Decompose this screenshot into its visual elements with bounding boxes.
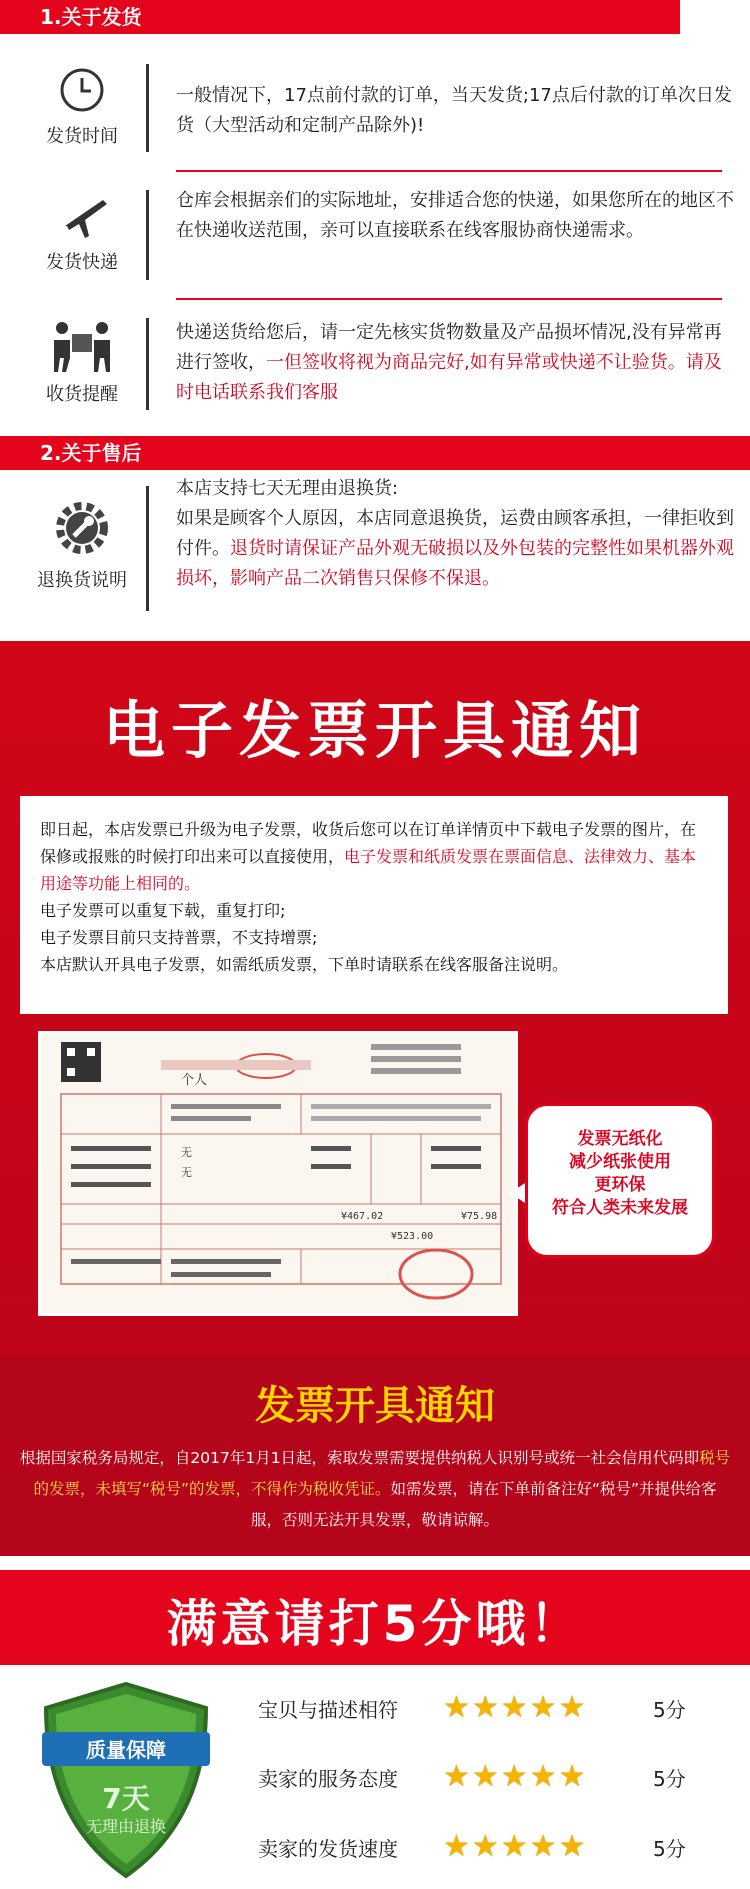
five-star-icons[interactable]: ★★★★★ — [443, 1759, 588, 1794]
invoice-illustration — [41, 1034, 515, 1313]
shipping-express-label: 发货快递 — [46, 252, 118, 273]
rating-row-shipping: 卖家的发货速度 ★★★★★ 5分 — [258, 1829, 686, 1864]
rating-row-service: 卖家的服务态度 ★★★★★ 5分 — [258, 1759, 686, 1794]
svg-text:质量保障: 质量保障 — [86, 1738, 166, 1762]
return-policy-label: 退换货说明 — [37, 570, 127, 591]
section-after-sales-header: 2.关于售后 — [0, 436, 750, 470]
divider — [176, 170, 722, 172]
tax-notice-title: 发票开具通知 — [255, 1383, 495, 1429]
rating-row-description: 宝贝与描述相符 ★★★★★ 5分 — [258, 1690, 686, 1725]
svg-text:无理由退换: 无理由退换 — [85, 1817, 167, 1836]
paperless-bubble: 发票无纸化 减少纸张使用 更环保 符合人类未来发展 — [525, 1103, 715, 1258]
svg-text:无: 无 — [181, 1166, 192, 1179]
quality-shield-badge — [40, 1680, 212, 1880]
delivery-icon — [50, 320, 114, 372]
shipping-time-row — [0, 56, 750, 166]
svg-text:无: 无 — [181, 1146, 192, 1159]
airplane-icon — [55, 192, 109, 240]
svg-text:个人: 个人 — [181, 1073, 208, 1088]
receipt-reminder-label: 收货提醒 — [46, 384, 118, 405]
e-invoice-notice: 即日起，本店发票已升级为电子发票，收货后您可以在订单详情页中下载电子发票的图片，在保修或报账的时候打印出来可以直接使用，电子发票和纸质发票在票面信息、法律效力、基本用途等功能上相同的。 电子发票可以重复下载，重复打印; 电子发票目前只支持普票，不支持增票; 本店默认开具电子发票，如需纸质发票，下单时请联系在线客服备注说明。 — [20, 796, 728, 1014]
shipping-time-text: 一般情况下，17点前付款的订单，当天发货;17点后付款的订单次日发货（大型活动和定制产品除外)! — [176, 85, 732, 136]
svg-text:¥523.00: ¥523.00 — [391, 1231, 434, 1242]
e-invoice-section — [0, 641, 750, 1556]
shipping-express-row — [0, 186, 750, 294]
rating-header — [0, 1570, 750, 1665]
receipt-reminder-text: 快递送货给您后，请一定先核实货物数量及产品损坏情况,没有异常再进行签收，一但签收将视为商品完好,如有异常或快递不让验货。请及时电话联系我们客服 — [176, 322, 722, 403]
clock-icon — [58, 66, 106, 114]
gear-wrench-icon — [52, 498, 112, 558]
five-star-icons[interactable]: ★★★★★ — [443, 1690, 588, 1725]
tax-notice — [0, 1356, 750, 1556]
return-policy-text: 本店支持七天无理由退换货: 如果是顾客个人原因，本店同意退换货，运费由顾客承担，一律拒收到付件。退货时请保证产品外观无破损以及外包装的完整性如果机器外观损坏，影响产品二次销售只保修不保退。 — [176, 478, 734, 589]
tax-notice-text: 根据国家税务局规定，自2017年1月1日起，索取发票需要提供纳税人识别号或统一社会信用代码即税号的发票，未填写“税号”的发票，不得作为税收凭证。如需发票，请在下单前备注好“税号”并提供给客服，否则无法开具发票，敬请谅解。 — [19, 1449, 731, 1529]
svg-text:¥467.02: ¥467.02 — [341, 1211, 384, 1222]
e-invoice-title: 电子发票开具通知 — [102, 694, 647, 767]
svg-text:7天: 7天 — [102, 1782, 150, 1815]
rating-title: 满意请打5分哦！ — [166, 1595, 584, 1653]
section-shipping-header: 1.关于发货 — [0, 0, 680, 34]
five-star-icons[interactable]: ★★★★★ — [443, 1829, 588, 1864]
sample-invoice-image — [38, 1031, 518, 1316]
svg-text:¥75.98: ¥75.98 — [461, 1211, 498, 1222]
return-policy-row — [0, 478, 750, 628]
divider — [176, 298, 722, 300]
receipt-reminder-row — [0, 314, 750, 424]
shipping-express-text: 仓库会根据亲们的实际地址，安排适合您的快递，如果您所在的地区不在快递收送范围，亲可以直接联系在线客服协商快递需求。 — [176, 190, 734, 241]
shipping-time-label: 发货时间 — [46, 126, 118, 147]
